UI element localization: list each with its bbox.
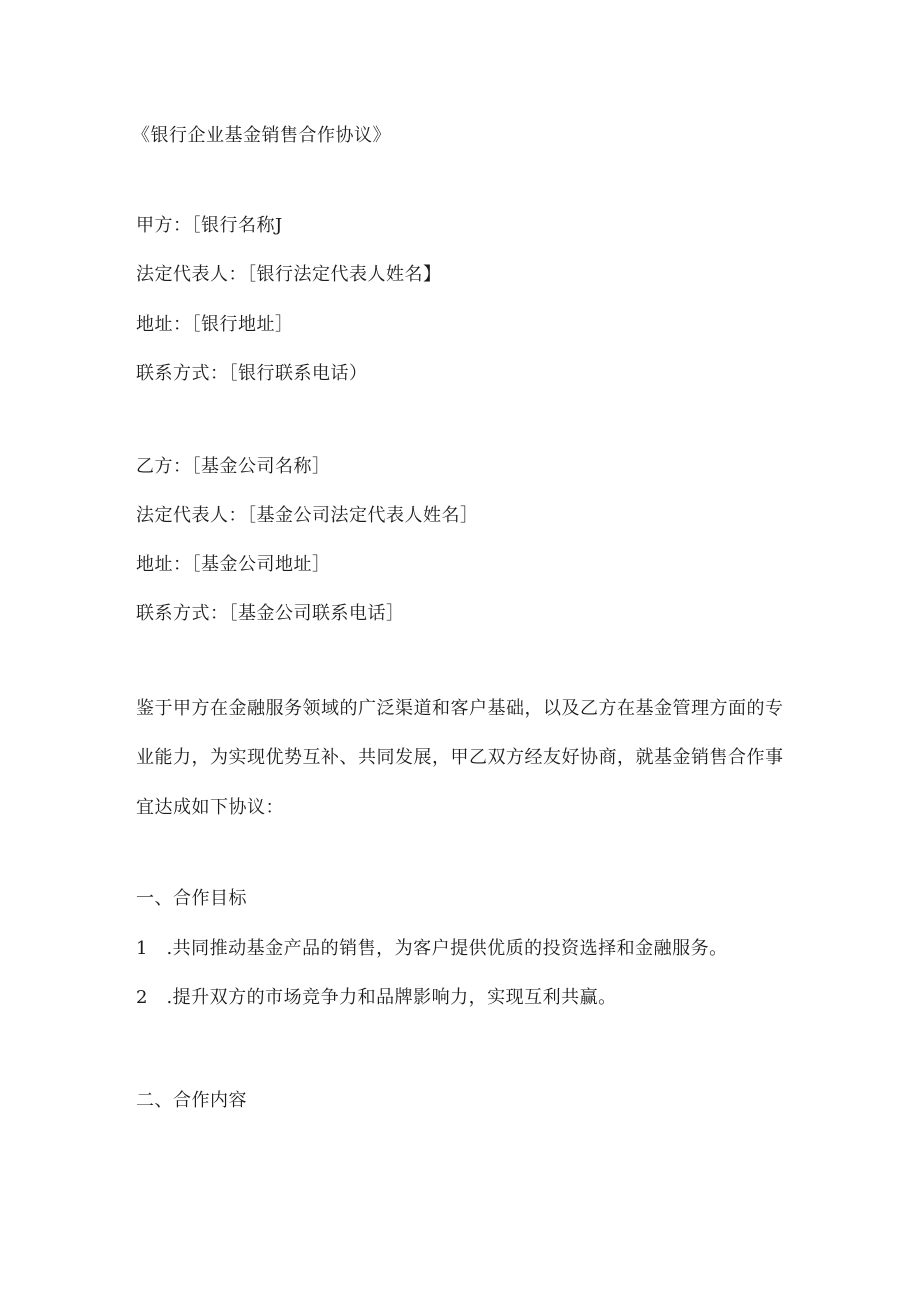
party-a-address: 地址：［银行地址］	[136, 314, 294, 335]
section-1-item-1: 1 .共同推动基金产品的销售，为客户提供优质的投资选择和金融服务。	[136, 938, 728, 959]
preamble-line-2: 业能力，为实现优势互补、共同发展，甲乙双方经友好协商，就基金销售合作事	[136, 747, 784, 768]
section-2-heading: 二、合作内容	[136, 1090, 247, 1111]
party-a-contact: 联系方式：［银行联系电话）	[136, 363, 368, 384]
section-1-heading: 一、合作目标	[136, 888, 247, 909]
section-1-item-2: 2 .提升双方的市场竞争力和品牌影响力，实现互利共赢。	[136, 987, 617, 1008]
preamble-line-3: 宜达成如下协议：	[136, 797, 284, 818]
party-b-name: 乙方：［基金公司名称］	[136, 456, 331, 477]
party-a-name: 甲方：［银行名称J	[136, 215, 283, 236]
party-b-address: 地址：［基金公司地址］	[136, 554, 331, 575]
party-a-representative: 法定代表人：［银行法定代表人姓名】	[136, 264, 442, 285]
document-title: 《银行企业基金销售合作协议》	[132, 125, 391, 146]
party-b-contact: 联系方式：［基金公司联系电话］	[136, 603, 405, 624]
party-b-representative: 法定代表人：［基金公司法定代表人姓名］	[136, 505, 479, 526]
preamble-line-1: 鉴于甲方在金融服务领域的广泛渠道和客户基础，以及乙方在基金管理方面的专	[136, 698, 784, 719]
